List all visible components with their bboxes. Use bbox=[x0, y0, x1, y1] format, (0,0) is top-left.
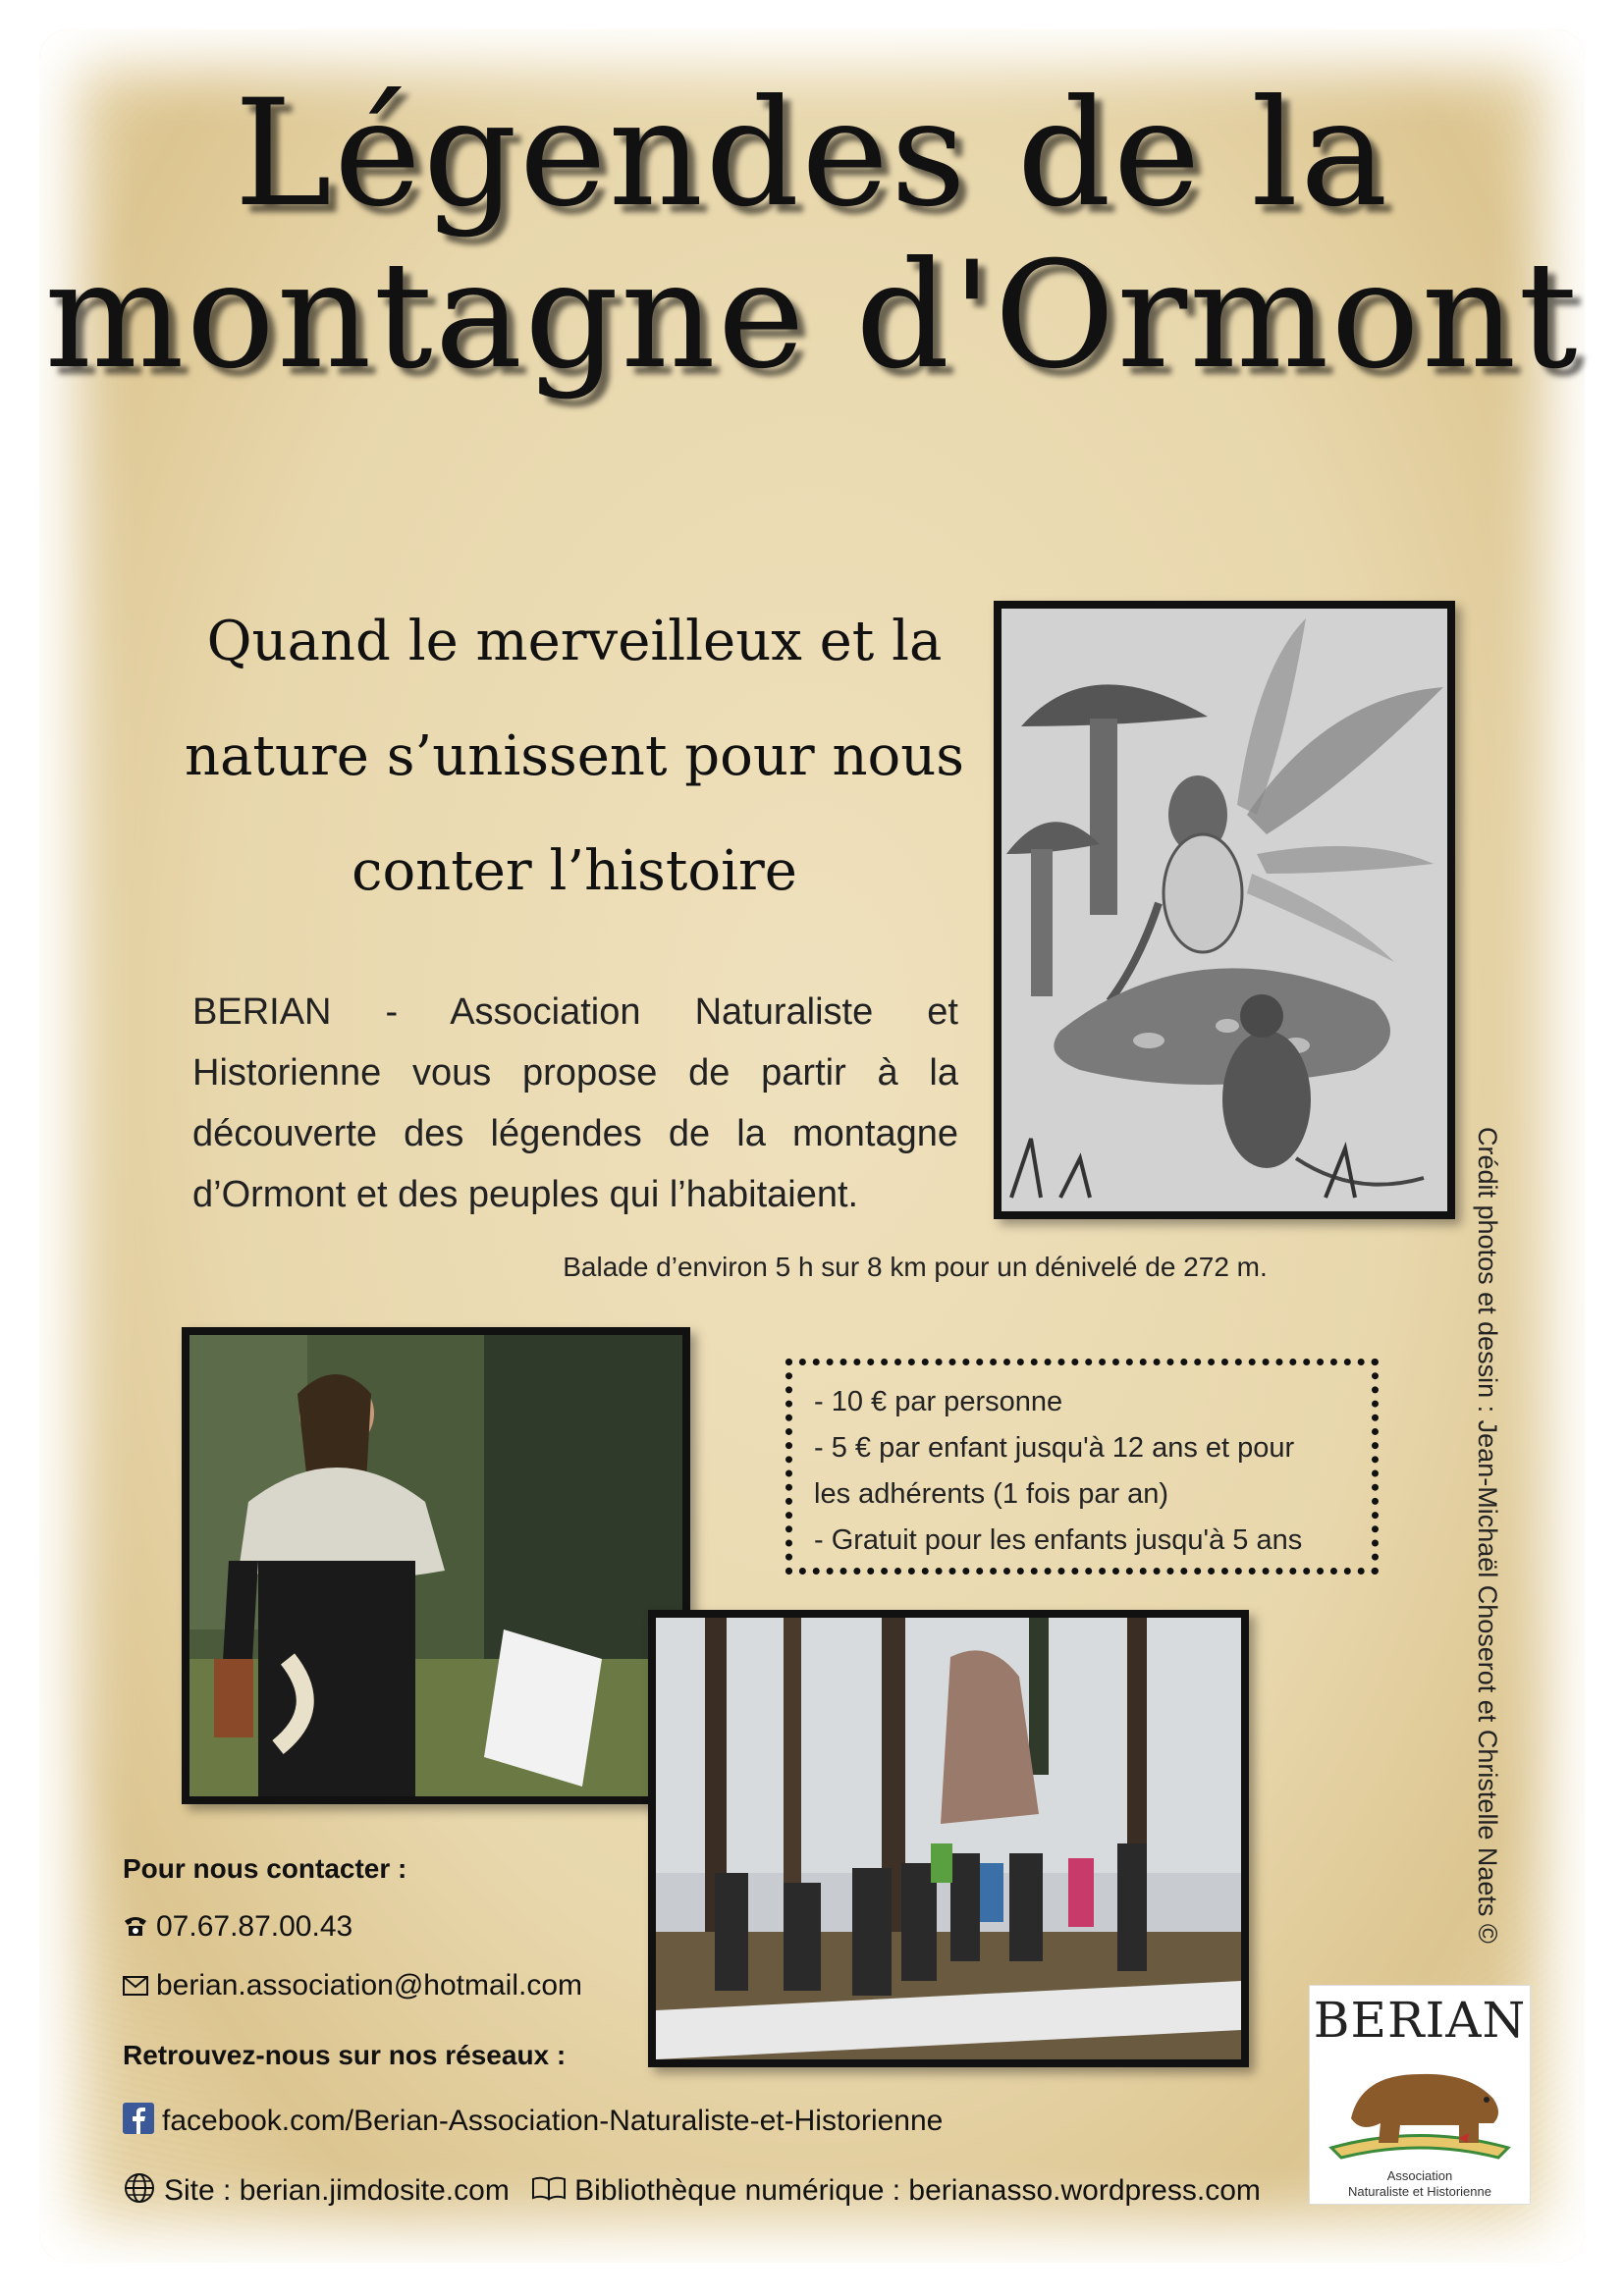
links-row bbox=[123, 2171, 1261, 2213]
book-icon bbox=[531, 2175, 567, 2209]
phone-icon bbox=[123, 1911, 148, 1945]
envelope-icon bbox=[123, 1970, 148, 2003]
subtitle-line-3: conter l’histoire bbox=[352, 839, 797, 903]
group-photo bbox=[648, 1610, 1249, 2067]
facebook-icon bbox=[123, 2103, 154, 2142]
title-line-2: montagne d'Ormont bbox=[44, 231, 1580, 401]
berian-logo bbox=[1309, 1985, 1531, 2205]
price-item: - Gratuit pour les enfants jusqu'à 5 ans bbox=[814, 1524, 1303, 1556]
contact-heading: Pour nous contacter : bbox=[123, 1853, 407, 1884]
site-link[interactable]: Site : berian.jimdosite.com bbox=[164, 2173, 510, 2207]
photo-credit: Crédit photos et dessin : Jean-Michaël Choserot et Christelle Naets © bbox=[1473, 1127, 1502, 1944]
price-item: - 10 € par personne bbox=[814, 1386, 1063, 1417]
price-item: - 5 € par enfant jusqu'à 12 ans et pour bbox=[814, 1432, 1295, 1464]
email-row bbox=[123, 1969, 582, 2003]
facebook-row bbox=[123, 2103, 943, 2142]
networks-heading: Retrouvez-nous sur nos réseaux : bbox=[123, 2040, 567, 2070]
guide-photo bbox=[182, 1327, 690, 1804]
logo-sub-1: Association bbox=[1386, 2168, 1453, 2183]
title-line-1: Légendes de la bbox=[234, 69, 1390, 240]
bear-on-book-icon bbox=[1322, 2045, 1518, 2163]
globe-icon bbox=[123, 2171, 156, 2213]
walk-info: Balade d’environ 5 h sur 8 km pour un dénivelé de 272 m. bbox=[563, 1252, 1268, 1282]
fairy-drawing bbox=[994, 601, 1455, 1219]
library-link[interactable]: Bibliothèque numérique : berianasso.wordpress.com bbox=[574, 2173, 1261, 2207]
subtitle-line-1: Quand le merveilleux et la bbox=[206, 610, 943, 673]
facebook-link[interactable]: facebook.com/Berian-Association-Naturaliste-et-Historienne bbox=[162, 2104, 944, 2137]
price-box bbox=[785, 1359, 1379, 1575]
email-address[interactable]: berian.association@hotmail.com bbox=[156, 1969, 582, 2002]
intro-paragraph: BERIAN - Association Naturaliste et Historienne vous propose de partir à la découverte des légendes de la montagne d’Ormont et des peuples qui l’habitaient. bbox=[192, 991, 958, 1215]
subtitle-line-2: nature s’unissent pour nous bbox=[184, 724, 965, 788]
phone-number[interactable]: 07.67.87.00.43 bbox=[156, 1910, 353, 1943]
logo-name: BERIAN bbox=[1313, 1992, 1527, 2049]
phone-row bbox=[123, 1910, 352, 1945]
logo-sub-2: Naturaliste et Historienne bbox=[1348, 2184, 1491, 2199]
price-item: les adhérents (1 fois par an) bbox=[814, 1478, 1169, 1510]
